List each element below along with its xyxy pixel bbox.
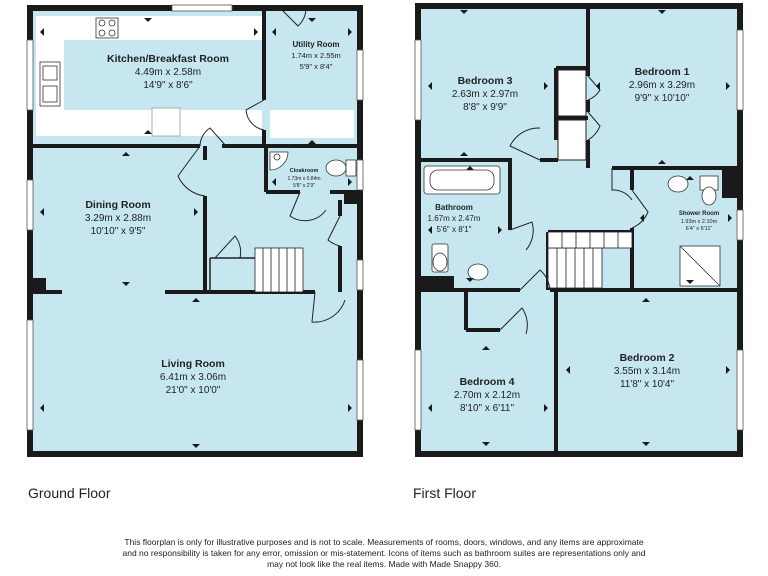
living-name: Living Room [161,358,225,370]
disclaimer [60,537,708,570]
bedroom4-imperial: 8'10" x 6'11" [459,403,515,414]
bedroom3-name: Bedroom 3 [457,75,513,87]
kitchen-imperial: 14'9" x 8'6" [143,80,193,91]
dining-name: Dining Room [85,199,151,211]
bedroom1-imperial: 9'9" x 10'10" [634,93,690,104]
wardrobes [558,70,586,160]
shower-name: Shower Room [678,211,720,217]
cloakroom-imperial: 5'8" x 2'9" [293,183,315,189]
living-imperial: 21'0" x 10'0" [165,385,221,396]
kitchen-sink-icon [40,62,60,106]
bedroom3-imperial: 8'8" x 9'9" [463,102,507,113]
bedroom4-name: Bedroom 4 [459,376,515,388]
bathroom-name: Bathroom [435,203,473,212]
disclaimer-line-2: and no responsibility is taken for any error, omission or mis-statement. Icons of items such as bathroom suites are representations only and [122,548,646,558]
bedroom2-name: Bedroom 2 [619,352,675,364]
dining-metric: 3.29m x 2.88m [84,213,152,224]
first-floor-label: First Floor [413,485,476,501]
kitchen-metric: 4.49m x 2.58m [134,67,202,78]
bathroom-imperial: 5'6" x 8'1" [436,225,472,234]
bedroom1-name: Bedroom 1 [634,66,690,78]
cloakroom-name: Cloakroom [289,168,319,174]
utility-worktop [270,110,354,138]
fridge [152,108,180,136]
disclaimer-line-1: This floorplan is only for illustrative purposes and is not to scale. Measurements of rooms, doors, windows, and any items are approximate [124,537,644,547]
bedroom4-metric: 2.70m x 2.12m [453,390,521,401]
kitchen-worktop-top [64,16,262,40]
utility-imperial: 5'9" x 8'4" [299,62,333,71]
hob-icon [96,18,118,38]
bedroom1-metric: 2.96m x 3.29m [628,80,696,91]
cloakroom-metric: 1.73m x 0.84m [287,176,321,182]
bedroom2-imperial: 11'8" x 10'4" [619,379,675,390]
bedroom3-metric: 2.63m x 2.97m [451,89,519,100]
ground-floor-label: Ground Floor [28,485,111,501]
dining-imperial: 10'10" x 9'5" [90,226,146,237]
shower-metric: 1.93m x 2.10m [680,219,718,225]
kitchen-name: Kitchen/Breakfast Room [107,53,229,65]
shower-imperial: 6'4" x 6'11" [685,226,713,232]
living-metric: 6.41m x 3.06m [159,372,227,383]
bathroom-metric: 1.67m x 2.47m [427,214,481,223]
bedroom2-metric: 3.55m x 3.14m [613,366,681,377]
utility-name: Utility Room [292,40,340,49]
utility-metric: 1.74m x 2.55m [291,51,341,60]
disclaimer-line-3: may not look like the real items. Made with Made Snappy 360. [267,559,501,569]
